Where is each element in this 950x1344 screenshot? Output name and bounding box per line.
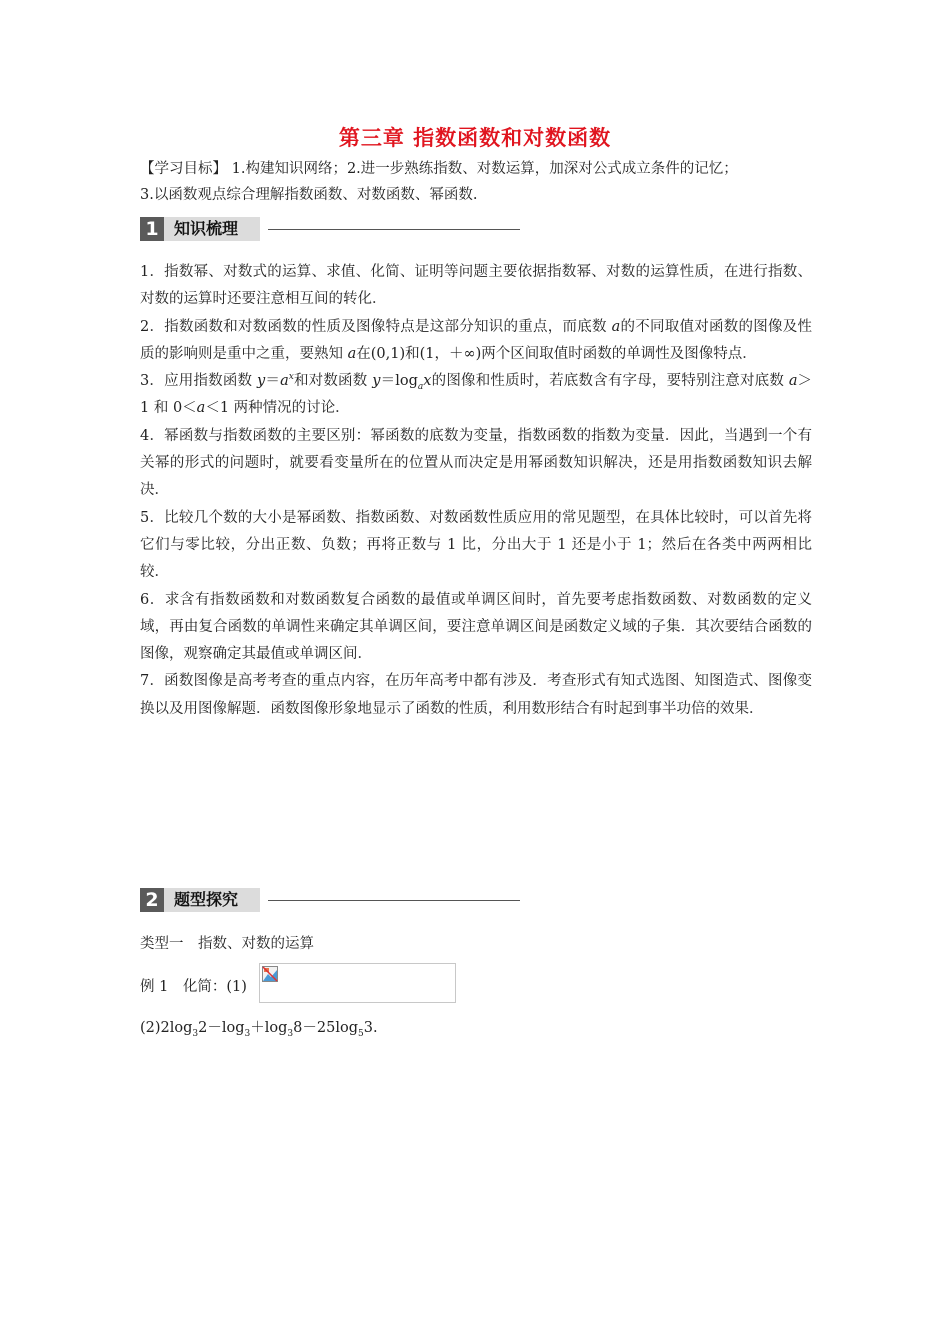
formula-image-placeholder bbox=[259, 963, 456, 1003]
list-item: 5．比较几个数的大小是幂函数、指数函数、对数函数性质应用的常见题型，在具体比较时，可以首先将它们与零比较，分出正数、负数；再将正数与 1 比，分出大于 1 还是小于 1；然后在各类中两两相比较． bbox=[140, 509, 812, 581]
section-label: 知识梳理 bbox=[164, 217, 260, 241]
list-item: 3．应用指数函数 $y=a^x$和对数函数 $y=\log_ax$的图像和性质时，若底数含有字母，要特别注意对底数 a＞1 和 0＜a＜1 两种情况的讨论． bbox=[140, 372, 812, 417]
section-rule bbox=[268, 900, 520, 901]
goal-line-1: 1.构建知识网络；2.进一步熟练指数、对数运算，加深对公式成立条件的记忆； bbox=[227, 161, 738, 177]
list-item: 6．求含有指数函数和对数函数复合函数的最值或单调区间时，首先要考虑指数函数、对数函数的定义域，再由复合函数的单调性来确定其单调区间，要注意单调区间是函数定义域的子集．其次要结合函数的图像，观察确定其最值或单调区间． bbox=[140, 591, 812, 663]
example-1-expression: $(2)2\log_32-\log_3+\log_38-25\log_53$. bbox=[140, 1020, 378, 1039]
knowledge-list bbox=[140, 259, 812, 723]
chapter-title: 第三章 指数函数和对数函数 bbox=[338, 126, 612, 150]
list-item: 2．指数函数和对数函数的性质及图像特点是这部分知识的重点，而底数 a的不同取值对函数的图像及性质的影响则是重中之重，要熟知 a在(0,1)和(1，＋∞)两个区间取值时函数的单调性及图像特点． bbox=[140, 318, 812, 362]
goal-tag: 【学习目标】 bbox=[140, 161, 227, 177]
section-label: 题型探究 bbox=[164, 888, 260, 912]
section-number: 1 bbox=[140, 217, 164, 241]
section-rule bbox=[268, 229, 520, 230]
list-item: 4．幂函数与指数函数的主要区别：幂函数的底数为变量，指数函数的指数为变量．因此，当遇到一个有关幂的形式的问题时，就要看变量所在的位置从而决定是用幂函数知识解决，还是用指数函数知识去解决． bbox=[140, 427, 812, 499]
problem-type-heading: 类型一 指数、对数的运算 bbox=[140, 936, 314, 952]
broken-image-icon bbox=[262, 966, 278, 982]
learning-goals bbox=[140, 156, 840, 208]
section-header-problems bbox=[140, 888, 520, 914]
list-item: 7．函数图像是高考考查的重点内容，在历年高考中都有涉及．考查形式有知式选图、知图造式、图像变换以及用图像解题．函数图像形象地显示了函数的性质，利用数形结合有时起到事半功倍的效果． bbox=[140, 673, 812, 717]
section-number: 2 bbox=[140, 888, 164, 912]
list-item: 1．指数幂、对数式的运算、求值、化简、证明等问题主要依据指数幂、对数的运算性质，在进行指数、对数的运算时还要注意相互间的转化． bbox=[140, 264, 812, 308]
section-header-knowledge bbox=[140, 217, 520, 243]
example-1-label: 例 1 化简：(1) bbox=[140, 979, 247, 995]
goal-line-2: 3.以函数观点综合理解指数函数、对数函数、幂函数. bbox=[140, 187, 478, 203]
